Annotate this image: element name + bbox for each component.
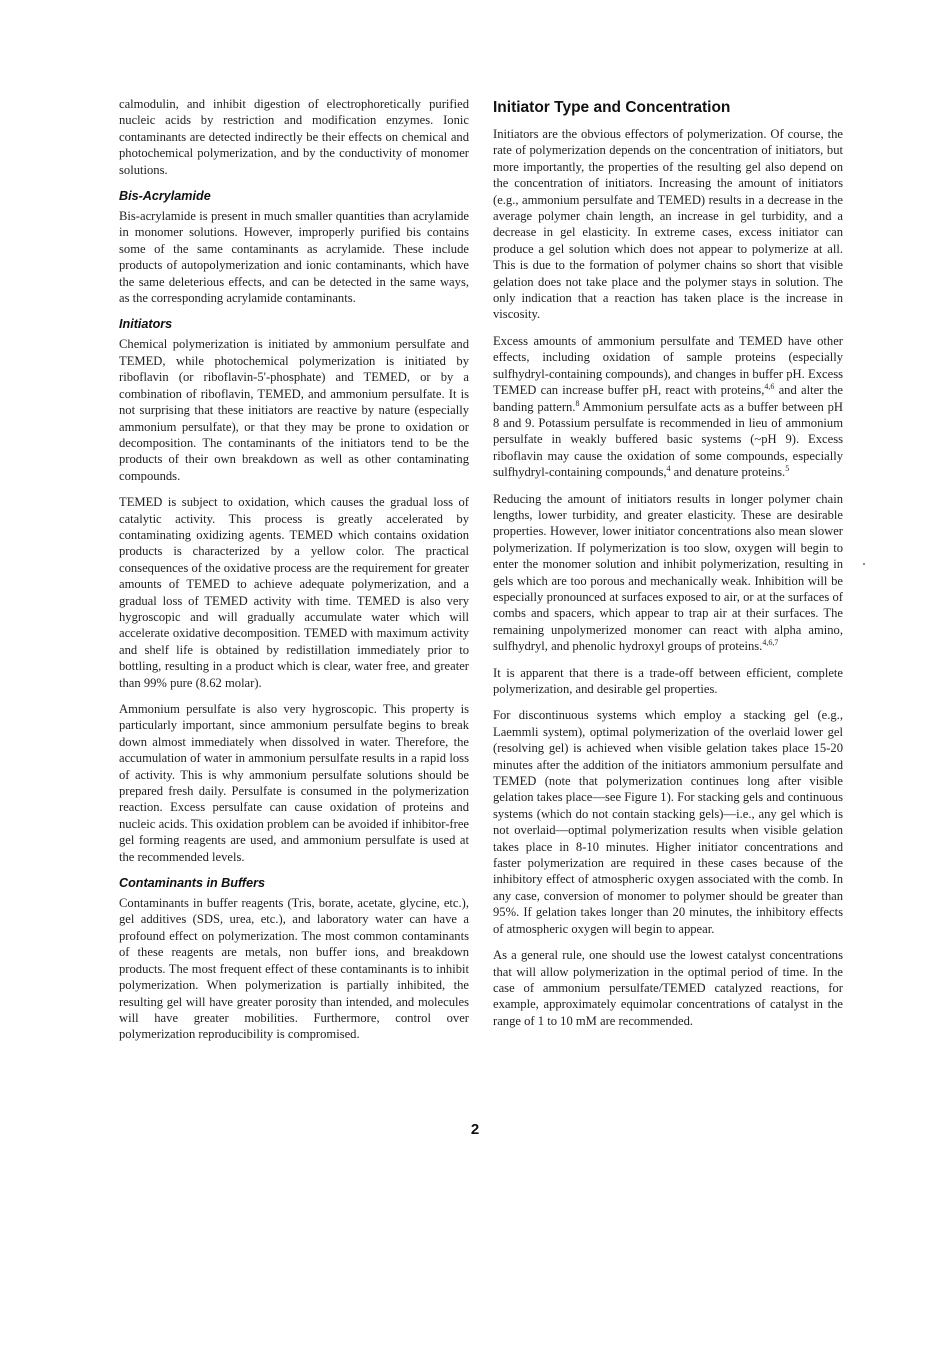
left-column (119, 96, 469, 1053)
page-number: 2 (470, 1121, 480, 1138)
citation-ref: 4,6 (764, 382, 775, 392)
initiators-heading: Initiators (119, 317, 173, 332)
initiator-type-heading: Initiator Type and Concentration (493, 99, 731, 116)
citation-ref: 8 (575, 398, 580, 408)
intro-paragraph: calmodulin, and inhibit digestion of electrophoretically purified nucleic acids by restriction and modification enzymes. Ionic contaminants are detected indirectly be their effects on chemical and photochemical polymerization, and by the conductivity of monomer solutions. (119, 97, 469, 177)
temed-paragraph: TEMED is subject to oxidation, which causes the gradual loss of catalytic activity. This process is greatly accelerated by contaminating oxidizing agents. TEMED which contains oxidation products is characterized by a yellow color. The practical consequences of the oxidative process are the requirement for greater amounts of TEMED to achieve adequate polymerization, and a gradual loss of TEMED activity with time. TEMED is also very hygroscopic and will gradually accumulate water which will accelerate oxidative decomposition. TEMED with maximum activity and shelf life is obtained by redistillation immediately prior to bottling, resulting in a product which is clear, water free, and greater than 99% pure (8.62 molar). (119, 495, 469, 690)
general-rule-paragraph: As a general rule, one should use the lowest catalyst concentrations that will allow polymerization in the optimal period of time. In the case of ammonium persulfate/TEMED catalyzed reactions, for example, approximately equimolar concentrations of catalyst in the range of 1 to 10 mM are recommended. (493, 948, 843, 1028)
buffers-paragraph: Contaminants in buffer reagents (Tris, borate, acetate, glycine, etc.), gel additives (SDS, urea, etc.), and laboratory water can have a profound effect on polymerization. The most common contaminants of these reagents are metals, non buffer ions, and breakdown products. The most frequent effect of these contaminants is to inhibit polymerization. When polymerization is partially inhibited, the resulting gel will have greater porosity than intended, and molecules will have greater mobilities. Furthermore, control over polymerization reproducibility is compromised. (119, 896, 469, 1042)
bis-acrylamide-paragraph: Bis-acrylamide is present in much smaller quantities than acrylamide in monomer solutions. However, improperly purified bis contains some of the same contaminants as acrylamide. These include products of autopolymerization and ionic contaminants, which have the same deleterious effects, and can be detected in the same ways, as the corresponding acrylamide contaminants. (119, 209, 469, 306)
text-segment: Ammonium persulfate acts as a buffer between pH 8 and 9. Potassium persulfate is recommended in lieu of ammonium persulfate in weakly buffered basic systems (~pH 9). Excess riboflavin may cause the oxidation of some compounds, especially sulfhydryl-containing compounds, (493, 399, 843, 480)
text-segment: Reducing the amount of initiators results in longer polymer chain lengths, lower turbidity, and greater elasticity. These are desirable properties. However, lower initiator concentrations also mean slower polymerization. If polymerization is too slow, oxygen will begin to enter the monomer solution and inhibit polymerization, resulting in gels which are too porous and mechanically weak. Inhibition will be especially pronounced at surfaces exposed to air, or at the surfaces of combs and spacers, which appear to trap air at their surfaces. The remaining unpolymerized monomer can react with alpha amino, sulfhydryl, and phenolic hydroxyl groups of proteins. (493, 491, 843, 654)
bis-acrylamide-heading: Bis-Acrylamide (119, 189, 211, 204)
excess-initiator-paragraph (493, 333, 843, 481)
citation-ref: 4 (666, 464, 671, 474)
citation-ref: 5 (785, 464, 790, 474)
persulfate-paragraph: Ammonium persulfate is also very hygroscopic. This property is particularly important, since ammonium persulfate begins to break down almost immediately when dissolved in water. Therefore, the accumulation of water in ammonium persulfate results in a rapid loss of activity. This is why ammonium persulfate solutions should be prepared fresh daily. Persulfate is consumed in the polymerization reaction. Excess persulfate can cause oxidation of proteins and nucleic acids. This oxidation problem can be avoided if inhibitor-free gel forming reagents are used, and ammonium persulfate is used at the recommended levels. (119, 702, 469, 864)
text-segment: Excess amounts of ammonium persulfate and TEMED have other effects, including oxidation of sample proteins (especially sulfhydryl-containing compounds), and changes in buffer pH. Excess TEMED can increase buffer pH, react with proteins, (493, 333, 843, 398)
discontinuous-systems-paragraph: For discontinuous systems which employ a stacking gel (e.g., Laemmli system), optimal polymerization of the overlaid lower gel (resolving gel) is achieved when visible gelation takes place 15-20 minutes after the addition of the initiators ammonium persulfate and TEMED (note that polymerization continues long after visible gelation takes place—see Figure 1). For stacking gels and continuous systems (which do not contain stacking gels)—i.e., any gel which is not overlaid—optimal polymerization results when visible gelation takes place in 8-10 minutes. Higher initiator concentrations and faster polymerization are required in these cases because of the inhibitory effect of atmospheric oxygen associated with the comb. In any case, conversion of monomer to polymer should be greater than 95%. If gelation takes longer than 20 minutes, the inhibitory effects of atmospheric oxygen will begin to appear. (493, 708, 843, 936)
right-column (493, 98, 843, 1039)
citation-ref: 4,6,7 (762, 638, 779, 648)
text-segment: and denature proteins. (670, 465, 786, 480)
scan-speck (863, 563, 865, 565)
text-segment: and alter the banding pattern. (493, 383, 843, 414)
initiators-paragraph: Chemical polymerization is initiated by ammonium persulfate and TEMED, while photochemical polymerization is initiated by riboflavin (or riboflavin-5'-phosphate) and TEMED, or by a combination of riboflavin, TEMED, and ammonium persulfate. It is not surprising that these initiators are reactive by nature (especially ammonium persulfate), or that they may be prone to oxidation or decomposition. The contaminants of the initiators tend to be the products of their own breakdown as well as other contaminating compounds. (119, 337, 469, 483)
reduced-initiator-paragraph (493, 491, 843, 655)
trade-off-paragraph: It is apparent that there is a trade-off between efficient, complete polymerization, and desirable gel properties. (493, 665, 843, 696)
initiator-effects-paragraph: Initiators are the obvious effectors of polymerization. Of course, the rate of polymerization depends on the concentration of initiators, but more importantly, the properties of the resulting gel also depend on the concentration of initiators. Increasing the amount of initiators (e.g., ammonium persulfate and TEMED) results in a decrease in the average polymer chain length, an increase in gel turbidity, and a decrease in gel elasticity. In extreme cases, excess initiator can produce a gel solution which does not appear to polymerize at all. This is due to the formation of polymer chains so short that visible gelation does not take place and the polymer stays in solution. The only indication that a reaction has taken place is the increase in viscosity. (493, 127, 843, 322)
buffers-heading: Contaminants in Buffers (119, 876, 266, 891)
